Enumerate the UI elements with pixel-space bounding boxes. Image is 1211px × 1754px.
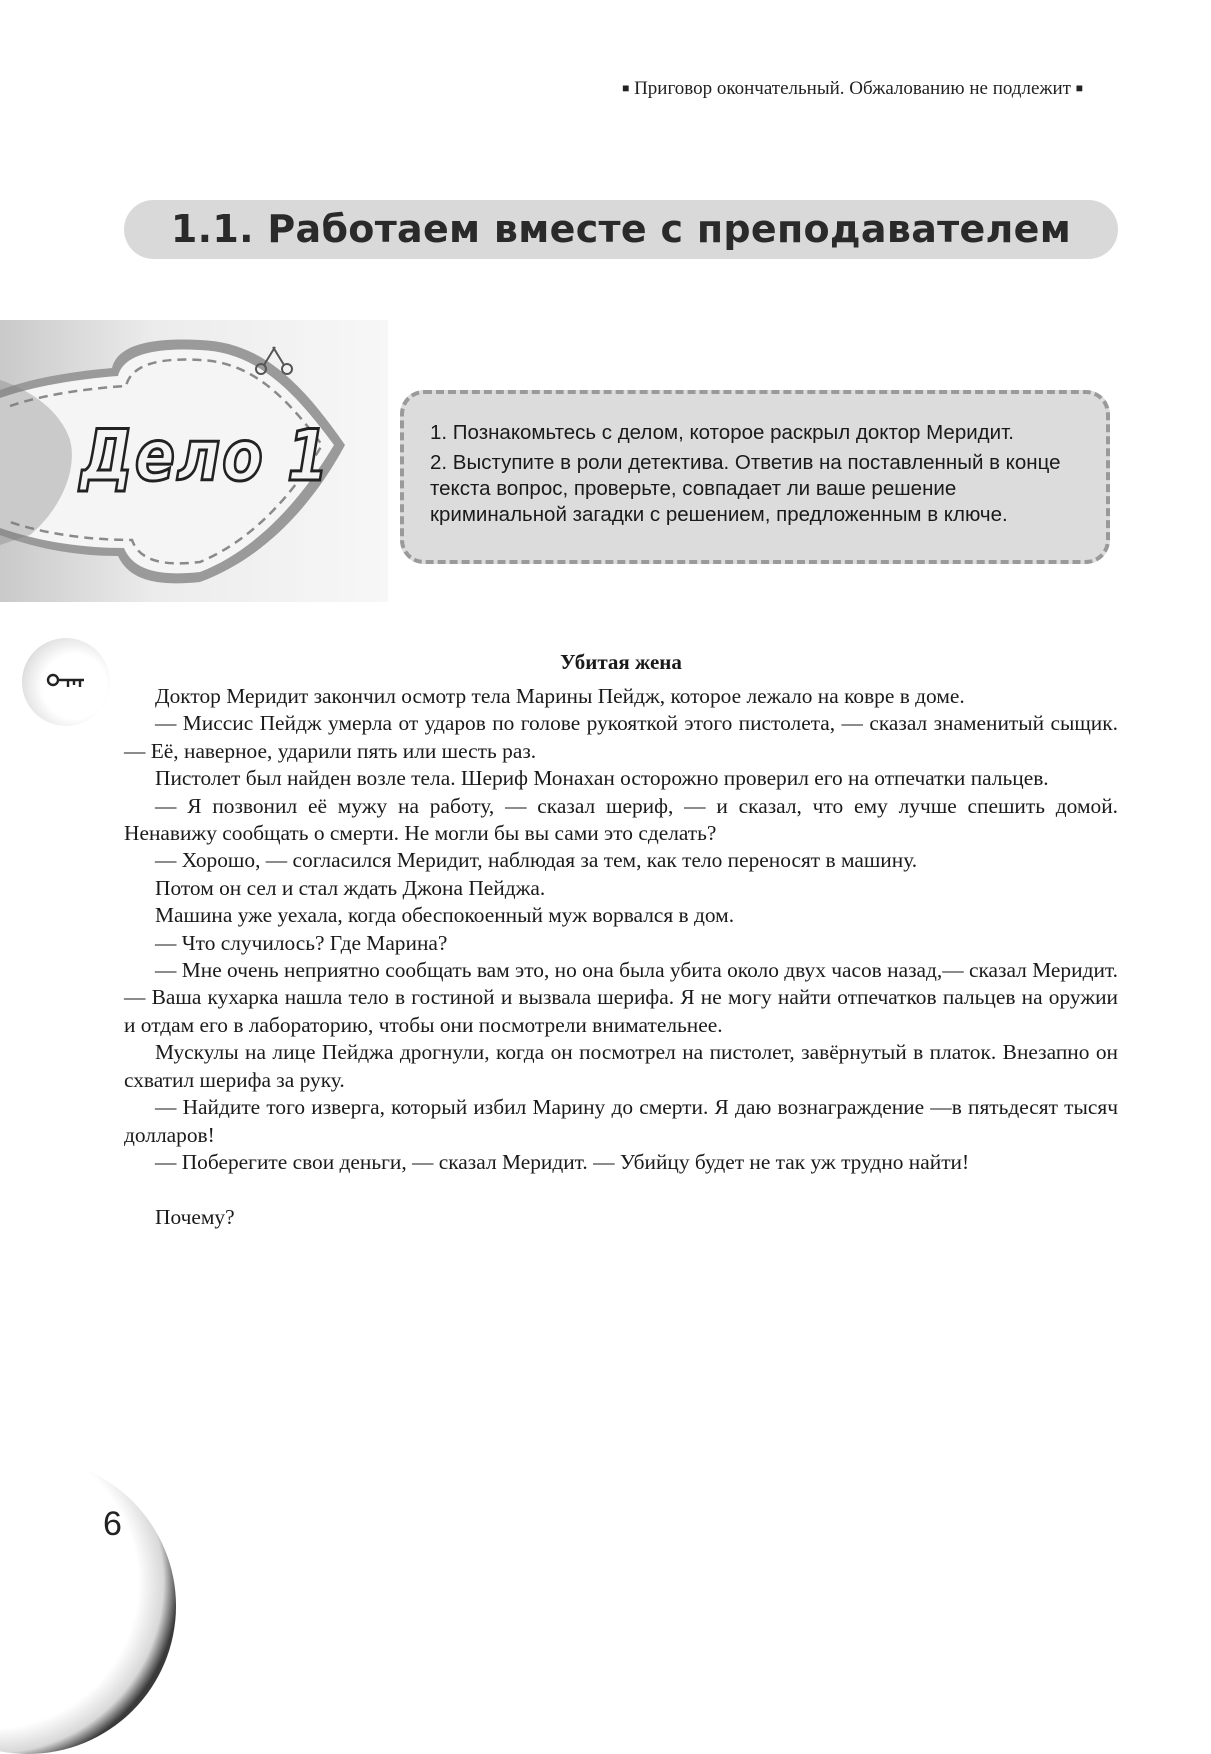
key-badge	[22, 638, 110, 726]
task-item: 2. Выступите в роли детектива. Ответив на поставленный в конце текста вопрос, проверьте, совпадает ли ваше решение криминальной загадки с решением, предложенным в ключе.	[430, 451, 1061, 526]
story-paragraph: — Мне очень неприятно сообщать вам это, но она была убита около двух часов назад,— сказал Меридит. — Ваша кухарка нашла тело в гостиной и вызвала шерифа. Я не могу найти отпечатков пальцев на оружии и отдам его в лабораторию, чтобы они посмотрели внимательнее.	[124, 958, 1118, 1037]
running-title: Приговор окончательный. Обжалованию не подлежит	[634, 78, 1071, 99]
story-paragraph: Доктор Меридит закончил осмотр тела Марины Пейдж, которое лежало на ковре в доме.	[155, 684, 965, 708]
task-item: 1. Познакомьтесь с делом, которое раскрыл доктор Меридит.	[430, 421, 1014, 444]
story-paragraph: — Поберегите свои деньги, — сказал Меридит. — Убийцу будет не так уж трудно найти!	[155, 1149, 970, 1174]
story-title: Убитая жена	[560, 650, 682, 674]
story-paragraph: — Хорошо, — согласился Меридит, наблюдая за тем, как тело переносят в машину.	[155, 848, 918, 873]
story-paragraph: Пистолет был найден возле тела. Шериф Монахан осторожно проверил его на отпечатки пальцев.	[155, 766, 1049, 791]
case-label: Дело 1	[80, 415, 331, 497]
story-text	[124, 683, 1118, 1231]
section-title: 1.1. Работаем вместе с преподавателем	[170, 207, 1072, 251]
running-header	[622, 78, 1083, 100]
section-title-bar	[124, 200, 1118, 259]
story-question: Почему?	[155, 1204, 235, 1229]
task-box	[400, 390, 1110, 564]
story-paragraph: — Что случилось? Где Марина?	[155, 930, 448, 955]
story-paragraph: Мускулы на лице Пейджа дрогнули, когда он посмотрел на пистолет, завёрнутый в платок. Внезапно он схватил шерифа за руку.	[124, 1040, 1118, 1092]
story-paragraph: — Я позвонил её мужу на работу, — сказал шериф, — и сказал, что ему лучше спешить домой. Ненавижу сообщать о смерти. Не могли бы вы сами это сделать?	[124, 793, 1118, 846]
story-paragraph: — Миссис Пейдж умерла от ударов по голове рукояткой этого пистолета, — сказал знаменитый сыщик. — Её, наверное, ударили пять или шесть раз.	[124, 711, 1118, 763]
story-paragraph: Потом он сел и стал ждать Джона Пейджа.	[155, 875, 546, 900]
story-paragraph: Машина уже уехала, когда обеспокоенный муж ворвался в дом.	[155, 903, 735, 928]
page-corner-decoration	[0, 1458, 176, 1754]
key-icon	[22, 638, 110, 726]
page-number: 6	[103, 1505, 122, 1543]
story-paragraph: — Найдите того изверга, который избил Марину до смерти. Я даю вознаграждение —в пятьдесят тысяч долларов!	[124, 1095, 1118, 1147]
square-bullet-icon: ■	[622, 81, 630, 95]
square-bullet-icon: ■	[1075, 81, 1083, 95]
